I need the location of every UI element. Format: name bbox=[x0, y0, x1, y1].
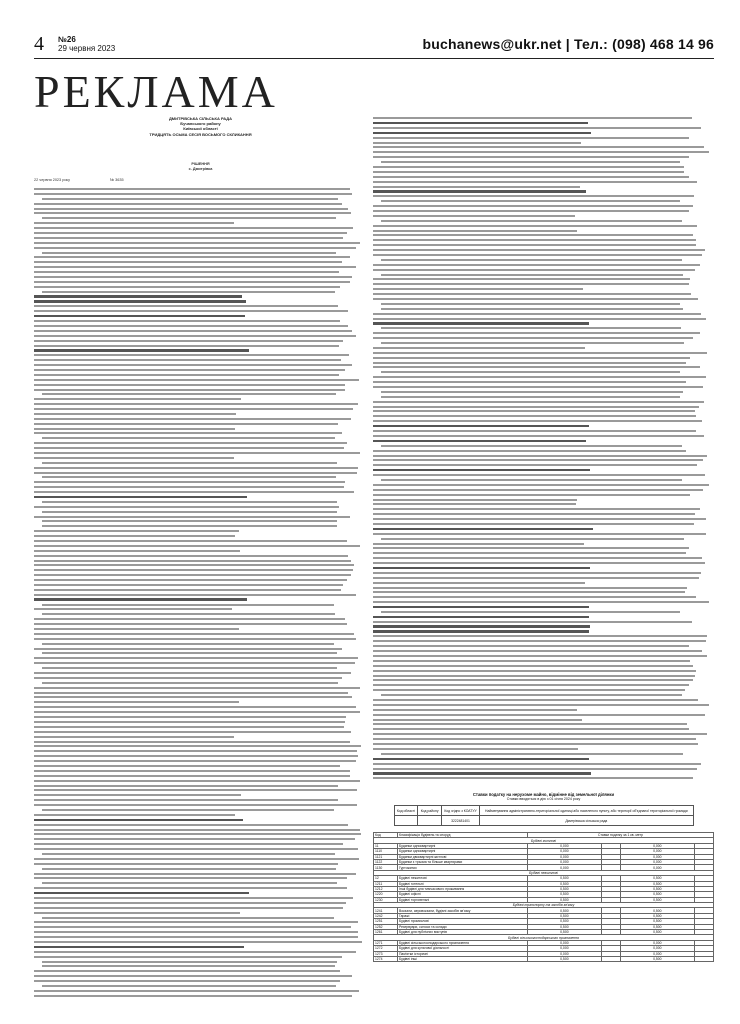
left-text-column bbox=[34, 402, 367, 1002]
table-cell: Пам'ятки історичні bbox=[398, 951, 528, 956]
table-cell: 0,000 bbox=[620, 865, 694, 870]
text-line bbox=[34, 197, 367, 202]
table-cell: 0,000 bbox=[528, 843, 602, 848]
decision-body bbox=[34, 187, 367, 412]
table-cell: 1242 bbox=[374, 913, 398, 918]
decree-line: Київської області bbox=[183, 126, 218, 132]
text-line bbox=[373, 483, 714, 488]
tax-rates-table-block bbox=[373, 792, 714, 962]
text-line bbox=[373, 175, 714, 180]
text-line bbox=[373, 219, 714, 224]
table-cell: Будівлі офісні bbox=[398, 892, 528, 897]
table-cell: 0,500 bbox=[620, 881, 694, 886]
text-line bbox=[34, 285, 367, 290]
text-line bbox=[34, 955, 367, 960]
text-line bbox=[34, 642, 367, 647]
territory-head-cell: Код згідно з КОАТУУ bbox=[441, 806, 479, 816]
table-cell: 0,500 bbox=[620, 908, 694, 913]
decree-header bbox=[34, 116, 367, 137]
table-row bbox=[374, 956, 714, 961]
decree-line: Бучанського району bbox=[180, 121, 221, 127]
table-cell: 0,500 bbox=[620, 924, 694, 929]
table-cell: 0,000 bbox=[528, 946, 602, 951]
decision-place: с. Дмитрівка bbox=[188, 167, 213, 171]
text-line bbox=[34, 329, 367, 334]
table-cell: 12 bbox=[374, 876, 398, 881]
table-cell: 0,500 bbox=[528, 924, 602, 929]
table-cell: 0,500 bbox=[528, 897, 602, 902]
table-cell: Резервуари, силоси та склади bbox=[398, 924, 528, 929]
table-cell: 0,000 bbox=[620, 849, 694, 854]
table-cell: 1230 bbox=[374, 897, 398, 902]
text-line bbox=[373, 170, 714, 175]
table-cell: Гуртожитки bbox=[398, 865, 528, 870]
text-line bbox=[373, 776, 714, 781]
table-cell: 0,500 bbox=[528, 892, 602, 897]
table-subtitle: Ставки вводяться в дію з 01 січня 2024 року bbox=[506, 797, 581, 801]
text-line bbox=[34, 681, 367, 686]
table-cell: 0,000 bbox=[528, 859, 602, 864]
territory-head-cell: Код району bbox=[418, 806, 441, 816]
text-line bbox=[34, 769, 367, 774]
text-line bbox=[34, 994, 367, 999]
table-cell: 1121 bbox=[374, 854, 398, 859]
text-line bbox=[373, 669, 714, 674]
table-cell: 0,500 bbox=[620, 919, 694, 924]
text-line bbox=[34, 906, 367, 911]
table-cell: 0,500 bbox=[620, 913, 694, 918]
text-line bbox=[373, 444, 714, 449]
table-cell: 1212 bbox=[374, 886, 398, 891]
table-cell: 0,000 bbox=[620, 940, 694, 945]
text-line bbox=[34, 290, 367, 295]
text-line bbox=[34, 554, 367, 559]
text-line bbox=[34, 461, 367, 466]
text-line bbox=[373, 400, 714, 405]
text-line bbox=[34, 241, 367, 246]
header-divider bbox=[34, 58, 714, 59]
table-cell: 0,500 bbox=[528, 930, 602, 935]
territory-value-cell: 3222481401 bbox=[441, 816, 479, 826]
text-line bbox=[34, 593, 367, 598]
text-line bbox=[373, 356, 714, 361]
table-cell: 1252 bbox=[374, 924, 398, 929]
table-cell: Будинки двоквартирні житлові bbox=[398, 854, 528, 859]
table-cell: 0,000 bbox=[528, 849, 602, 854]
territory-value-cell bbox=[394, 816, 418, 826]
text-line bbox=[34, 500, 367, 505]
text-line bbox=[34, 505, 367, 510]
table-cell bbox=[694, 956, 713, 961]
table-cell: 1273 bbox=[374, 951, 398, 956]
table-cell: 0,500 bbox=[620, 886, 694, 891]
table-cell: 0,000 bbox=[620, 854, 694, 859]
text-line bbox=[373, 752, 714, 757]
table-cell: 1122 bbox=[374, 859, 398, 864]
table-cell: Будівлі готельні bbox=[398, 881, 528, 886]
table-cell: 1251 bbox=[374, 919, 398, 924]
text-line bbox=[373, 532, 714, 537]
table-cell bbox=[601, 956, 620, 961]
issue-info bbox=[58, 35, 115, 53]
text-line bbox=[34, 862, 367, 867]
table-cell: 1241 bbox=[374, 908, 398, 913]
territory-table bbox=[394, 805, 694, 826]
table-cell: 0,500 bbox=[528, 886, 602, 891]
rates-head-cell: Ставки податку за 1 кв. метр bbox=[528, 833, 714, 838]
decree-line: ТРИДЦЯТЬ ОСЬМА СЕСІЯ ВОСЬМОГО СКЛИКАННЯ bbox=[149, 131, 252, 137]
table-title: Ставки податку на нерухоме майно, відмінне від земельної ділянки bbox=[472, 792, 615, 797]
table-cell: Будівлі інші bbox=[398, 956, 528, 961]
table-cell: 11 bbox=[374, 843, 398, 848]
table-cell: 0,000 bbox=[528, 854, 602, 859]
table-cell: 0,500 bbox=[620, 956, 694, 961]
text-line bbox=[34, 857, 367, 862]
text-line bbox=[373, 126, 714, 131]
text-line bbox=[34, 383, 367, 388]
table-cell: Будинки з трьома та більше квартирами bbox=[398, 859, 528, 864]
territory-value-cell bbox=[418, 816, 441, 826]
table-cell: 0,500 bbox=[528, 876, 602, 881]
text-line bbox=[34, 544, 367, 549]
decision-date-row bbox=[34, 178, 367, 183]
text-line bbox=[373, 268, 714, 273]
table-cell: 0,000 bbox=[620, 859, 694, 864]
table-cell: 1110 bbox=[374, 849, 398, 854]
text-line bbox=[373, 620, 714, 625]
rates-table bbox=[373, 832, 714, 962]
table-cell: 0,500 bbox=[528, 913, 602, 918]
table-cell: Будинки одноквартирні bbox=[398, 849, 528, 854]
table-cell: 0,500 bbox=[528, 919, 602, 924]
decision-number: № 3635 bbox=[110, 178, 124, 182]
table-cell: 0,000 bbox=[528, 940, 602, 945]
table-cell: 0,500 bbox=[528, 956, 602, 961]
text-line bbox=[34, 637, 367, 642]
table-cell: 0,000 bbox=[528, 951, 602, 956]
page-header bbox=[34, 34, 714, 58]
decision-date: 22 червня 2023 року bbox=[34, 178, 71, 182]
table-cell: 0,000 bbox=[620, 843, 694, 848]
table-cell: 0,000 bbox=[620, 946, 694, 951]
table-cell: 1211 bbox=[374, 881, 398, 886]
table-cell: Будівлі сільськогосподарського призначення bbox=[398, 940, 528, 945]
table-cell: 0,000 bbox=[528, 865, 602, 870]
text-line bbox=[34, 686, 367, 691]
decree-line: ДМИТРІВСЬКА СІЛЬСЬКА РАДА bbox=[168, 116, 233, 121]
table-group-label: Будівлі нежитлові bbox=[374, 870, 714, 875]
table-cell: 0,500 bbox=[620, 876, 694, 881]
territory-head-cell: Код області bbox=[394, 806, 418, 816]
table-cell: 1274 bbox=[374, 956, 398, 961]
text-line bbox=[373, 571, 714, 576]
text-line bbox=[34, 378, 367, 383]
text-line bbox=[373, 312, 714, 317]
table-cell: 1261 bbox=[374, 930, 398, 935]
table-cell: 1220 bbox=[374, 892, 398, 897]
table-group-label: Будівлі транспорту та засобів зв'язку bbox=[374, 903, 714, 908]
text-line bbox=[373, 713, 714, 718]
text-line bbox=[34, 246, 367, 251]
text-line bbox=[373, 263, 714, 268]
text-line bbox=[34, 867, 367, 872]
table-cell: 0,500 bbox=[620, 892, 694, 897]
table-group-label: Будівлі сільськогосподарського призначення bbox=[374, 935, 714, 940]
text-line bbox=[34, 730, 367, 735]
text-line bbox=[34, 950, 367, 955]
issue-number: №26 bbox=[58, 35, 76, 44]
rates-head-cell: Класифікація будівель та споруд bbox=[398, 833, 528, 838]
table-cell: 0,000 bbox=[620, 951, 694, 956]
text-line bbox=[373, 488, 714, 493]
page-number: 4 bbox=[34, 33, 44, 55]
text-line bbox=[373, 258, 714, 263]
text-line bbox=[373, 395, 714, 400]
rates-head-cell: Код bbox=[374, 833, 398, 838]
text-line bbox=[34, 339, 367, 344]
text-line bbox=[34, 417, 367, 422]
text-line bbox=[373, 664, 714, 669]
issue-date: 29 червня 2023 bbox=[58, 44, 116, 53]
table-cell: 0,500 bbox=[528, 881, 602, 886]
decision-block bbox=[34, 162, 367, 412]
table-cell: 0,500 bbox=[528, 908, 602, 913]
table-cell: Будівлі для культової діяльності bbox=[398, 946, 528, 951]
decision-title: РІШЕННЯ bbox=[191, 162, 210, 166]
text-line bbox=[34, 334, 367, 339]
table-group-label: Будівлі житлові bbox=[374, 838, 714, 843]
table-cell: 1272 bbox=[374, 946, 398, 951]
text-line bbox=[373, 576, 714, 581]
table-cell: Будинки одноквартирні bbox=[398, 843, 528, 848]
table-cell: Будівлі торговельні bbox=[398, 897, 528, 902]
text-line bbox=[373, 307, 714, 312]
text-line bbox=[34, 774, 367, 779]
table-cell: 0,500 bbox=[620, 897, 694, 902]
table-cell: 0,500 bbox=[620, 930, 694, 935]
table-cell: Будівлі для публічних виступів bbox=[398, 930, 528, 935]
table-cell: Будівлі нежитлові bbox=[398, 876, 528, 881]
table-cell: Будівлі промислові bbox=[398, 919, 528, 924]
table-cell: Гаражі bbox=[398, 913, 528, 918]
text-line bbox=[34, 725, 367, 730]
table-cell: Вокзали, аеровокзали, будівлі засобів зв'язку bbox=[398, 908, 528, 913]
section-title: РЕКЛАМА bbox=[34, 66, 278, 117]
table-cell: Інші будівлі для тимчасового проживання bbox=[398, 886, 528, 891]
contacts: buchanews@ukr.net | Тел.: (098) 468 14 96 bbox=[422, 36, 714, 52]
text-line bbox=[34, 202, 367, 207]
table-cell: 1130 bbox=[374, 865, 398, 870]
table-cell: 1271 bbox=[374, 940, 398, 945]
territory-value-cell: Дмитрівська сільська рада bbox=[480, 816, 693, 826]
text-line bbox=[373, 351, 714, 356]
territory-head-cell: Найменування адміністративно-територіальної одиниці або населеного пункту, або території об'єднаної територіальної громади bbox=[480, 806, 693, 816]
